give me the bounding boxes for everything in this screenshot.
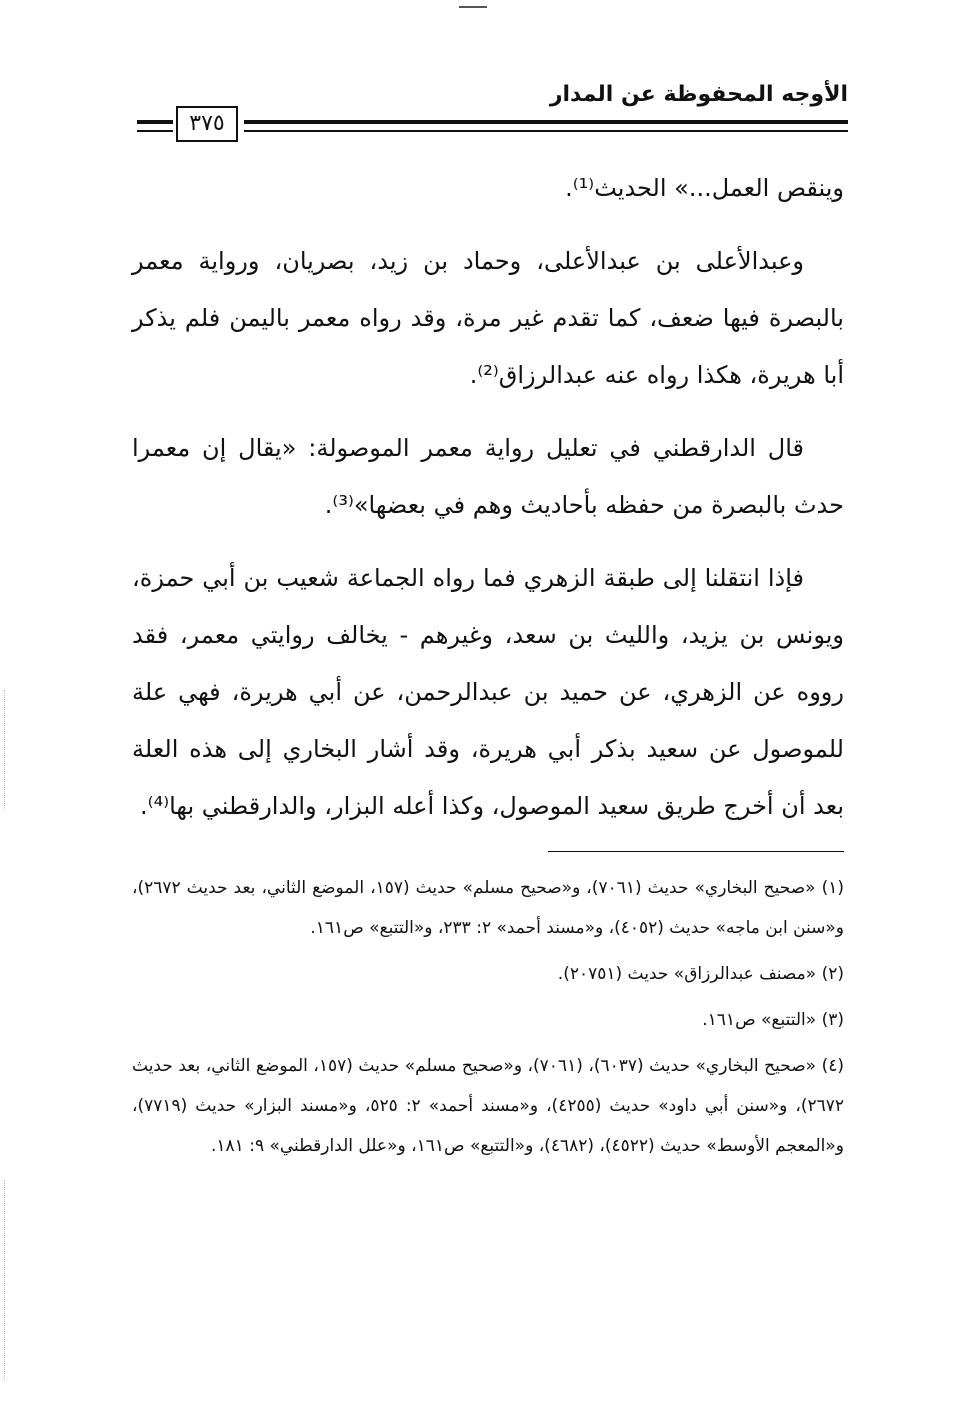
header-rule-thick (244, 120, 848, 124)
scan-edge-mark (4, 1180, 6, 1380)
main-text (132, 160, 844, 835)
header-rule-thin (244, 130, 848, 132)
footnote: (٤) «صحيح البخاري» حديث (٦٠٣٧)، (٧٠٦١)، و«صحيح مسلم» حديث (١٥٧، الموضع الثاني، بعد حديث ٢٦٧٢)، و«سنن أبي داود» حديث (٤٢٥٥)، و«مسند أحمد» ٢: ٥٢٥، و«مسند البزار» حديث (٧٧١٩)، و«المعجم الأوسط» حديث (٤٥٢٢)، (٤٦٨٢)، و«التتبع» ص١٦١، و«علل الدارقطني» ٩: ١٨١. (132, 1056, 844, 1156)
paragraph: فإذا انتقلنا إلى طبقة الزهري فما رواه الجماعة شعيب بن أبي حمزة، ويونس بن يزيد، والليث بن سعد، وغيرهم - يخالف روايتي معمر، فقد رووه عن الزهري، عن حميد بن عبدالرحمن، عن أبي هريرة، فهي علة للموصول عن سعيد بذكر أبي هريرة، وقد أشار البخاري إلى هذه العلة بعد أن أخرج طريق سعيد الموصول، وكذا أعله البزار، والدارقطني بها⁽⁴⁾. (132, 564, 844, 820)
header-left-rule-thin (137, 130, 173, 132)
footnote-separator (548, 851, 844, 852)
scan-edge-mark (4, 690, 6, 810)
top-edge-mark (459, 6, 487, 8)
page-number: ٣٧٥ (176, 106, 238, 142)
paragraph: وعبدالأعلى بن عبدالأعلى، وحماد بن زيد، بصريان، ورواية معمر بالبصرة فيها ضعف، كما تقدم غير مرة، وقد رواه معمر باليمن فلم يذكر أبا هريرة، هكذا رواه عنه عبدالرزاق⁽²⁾. (132, 247, 844, 389)
footnote: (١) «صحيح البخاري» حديث (٧٠٦١)، و«صحيح مسلم» حديث (١٥٧، الموضع الثاني، بعد حديث ٢٦٧٢)، و«سنن ابن ماجه» حديث (٤٠٥٢)، و«مسند أحمد» ٢: ٢٣٣، و«التتبع» ص١٦١. (132, 878, 844, 938)
header-left-rule-thick (137, 120, 173, 124)
footnote: (٣) «التتبع» ص١٦١. (702, 1010, 844, 1030)
footnotes (132, 868, 844, 1172)
footnote: (٢) «مصنف عبدالرزاق» حديث (٢٠٧٥١). (557, 964, 844, 984)
paragraph: وينقص العمل...» الحديث⁽¹⁾. (565, 174, 844, 202)
running-title: الأوجه المحفوظة عن المدار (549, 82, 848, 107)
paragraph: قال الدارقطني في تعليل رواية معمر الموصولة: «يقال إن معمرا حدث بالبصرة من حفظه بأحاديث وهم في بعضها»⁽³⁾. (132, 434, 844, 519)
